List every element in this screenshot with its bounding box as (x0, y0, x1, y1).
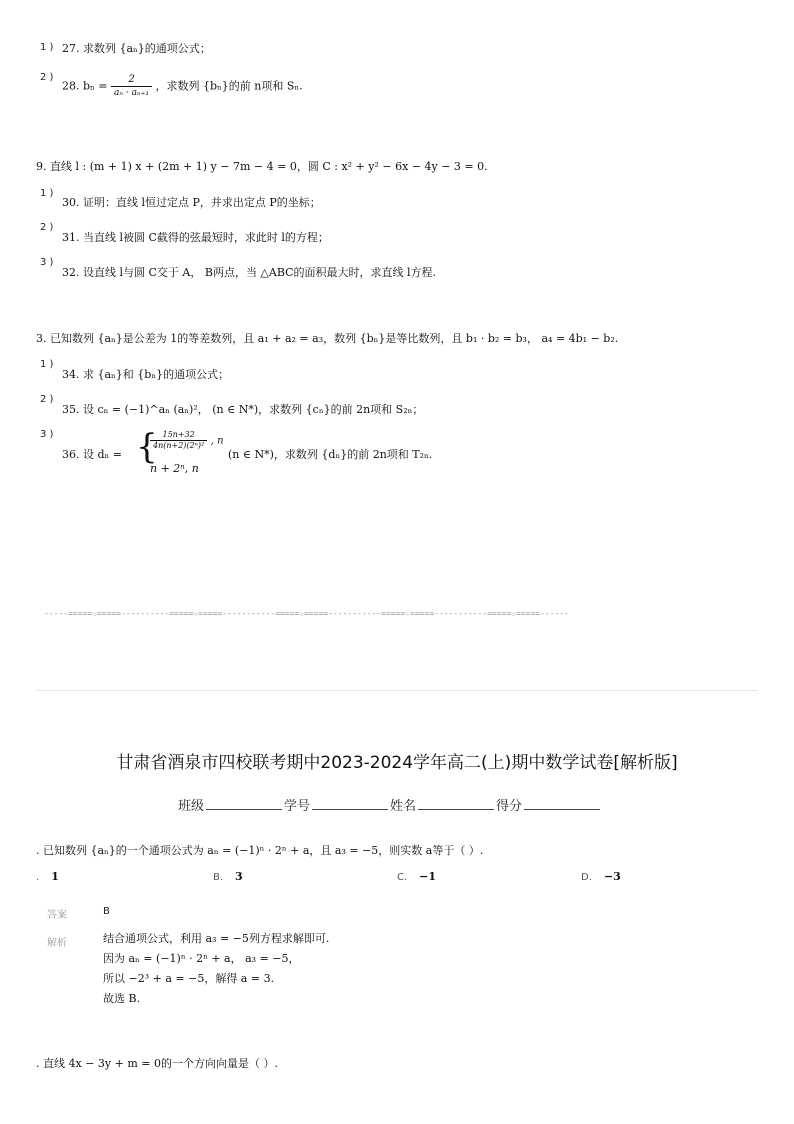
question-2-stem: . 直线 4x − 3y + m = 0的一个方向向量是（ ）. (36, 1057, 278, 1070)
question-28 (62, 74, 303, 99)
analysis-line-2: 因为 aₙ = (−1)ⁿ · 2ⁿ + a， a₃ = −5， (103, 952, 300, 965)
option-a-label: . (36, 872, 40, 883)
question-27: 27. 求数列 {aₙ}的通项公式； (62, 42, 211, 55)
page-break-line (36, 690, 758, 691)
sub-index-2: 2 ) (40, 72, 54, 83)
d-case1-condition: , n (210, 435, 224, 447)
option-b-value: 3 (235, 870, 243, 883)
q28-suffix: ，求数列 {bₙ}的前 n项和 Sₙ. (155, 79, 303, 93)
question-32: 32. 设直线 l与圆 C交于 A， B两点，当 △ABC的面积最大时，求直线 l方程. (62, 266, 437, 279)
option-c (397, 870, 436, 883)
sub-index-3: 3 ) (40, 429, 54, 440)
piecewise-case-1 (150, 430, 224, 451)
answer-value: B (103, 906, 110, 917)
q28-denominator: aₙ · aₙ₊₁ (114, 88, 149, 98)
d-case1-denominator: 4n(n+2)(2ⁿ)² (153, 441, 205, 450)
question-34: 34. 求 {aₙ}和 {bₙ}的通项公式； (62, 368, 230, 381)
sub-index-3: 3 ) (40, 257, 54, 268)
id-blank[interactable] (312, 797, 388, 810)
class-label: 班级 (178, 799, 205, 814)
question-29-stem: 9. 直线 l : (m + 1) x + (2m + 1) y − 7m − 4 = 0，圆 C : x² + y² − 6x − 4y − 3 = 0. (36, 160, 488, 173)
q28-fraction (111, 74, 152, 99)
question-36-suffix: (n ∈ N*)，求数列 {dₙ}的前 2n项和 T₂ₙ. (228, 448, 433, 461)
option-b-label: B. (213, 872, 224, 883)
option-d (581, 870, 621, 883)
name-label: 姓名 (390, 799, 417, 814)
option-a (36, 870, 59, 883)
analysis-line-3: 所以 −2³ + a = −5，解得 a = 3. (103, 972, 275, 985)
analysis-line-4: 故选 B. (103, 992, 141, 1005)
question-36-prefix: 36. 设 dₙ = (62, 448, 123, 461)
name-blank[interactable] (418, 797, 494, 810)
option-c-label: C. (397, 872, 408, 883)
score-label: 得分 (496, 799, 523, 814)
analysis-block (103, 929, 329, 1009)
sub-index-1: 1 ) (40, 42, 54, 53)
piecewise-case-2: n + 2ⁿ, n (150, 462, 199, 475)
answer-label: 答案 (47, 910, 67, 921)
option-c-value: −1 (419, 870, 437, 883)
analysis-line-1: 结合通项公式，利用 a₃ = −5列方程求解即可. (103, 932, 330, 945)
section-divider: -----=====☆=====----------=====☆=====-----------=====☆=====-----------=====☆=====-----------=====☆=====------ (44, 609, 569, 618)
sub-index-1: 1 ) (40, 359, 54, 370)
option-a-value: 1 (51, 870, 59, 883)
question-33-stem: 3. 已知数列 {aₙ}是公差为 1的等差数列，且 a₁ + a₂ = a₃，数列 {bₙ}是等比数列，且 b₁ · b₂ = b₃， a₄ = 4b₁ − b₂. (36, 332, 619, 345)
question-1-stem: . 已知数列 {aₙ}的一个通项公式为 aₙ = (−1)ⁿ · 2ⁿ + a，且 a₃ = −5，则实数 a等于（ ）. (36, 844, 484, 857)
id-label: 学号 (284, 799, 311, 814)
question-35: 35. 设 cₙ = (−1)^aₙ (aₙ)²， (n ∈ N*)，求数列 {cₙ}的前 2n项和 S₂ₙ； (62, 403, 424, 416)
sub-index-1: 1 ) (40, 188, 54, 199)
question-30: 30. 证明：直线 l恒过定点 P，并求出定点 P的坐标； (62, 196, 321, 209)
q28-prefix: 28. bₙ = (62, 79, 112, 93)
question-31: 31. 当直线 l被圆 C截得的弦最短时，求此时 l的方程； (62, 231, 329, 244)
q28-numerator: 2 (111, 74, 152, 87)
document-title: 甘肃省酒泉市四校联考期中2023-2024学年高二(上)期中数学试卷[解析版] (116, 753, 678, 773)
student-info-line (178, 795, 602, 814)
sub-index-2: 2 ) (40, 222, 54, 233)
class-blank[interactable] (206, 797, 282, 810)
sub-index-2: 2 ) (40, 394, 54, 405)
option-b (213, 870, 243, 883)
option-d-value: −3 (603, 870, 621, 883)
score-blank[interactable] (524, 797, 600, 810)
analysis-label: 解析 (47, 938, 67, 949)
piecewise-brace: { (136, 427, 158, 467)
option-d-label: D. (581, 872, 592, 883)
d-case1-fraction (150, 430, 207, 451)
d-case1-numerator: 15n+32 (150, 430, 207, 441)
